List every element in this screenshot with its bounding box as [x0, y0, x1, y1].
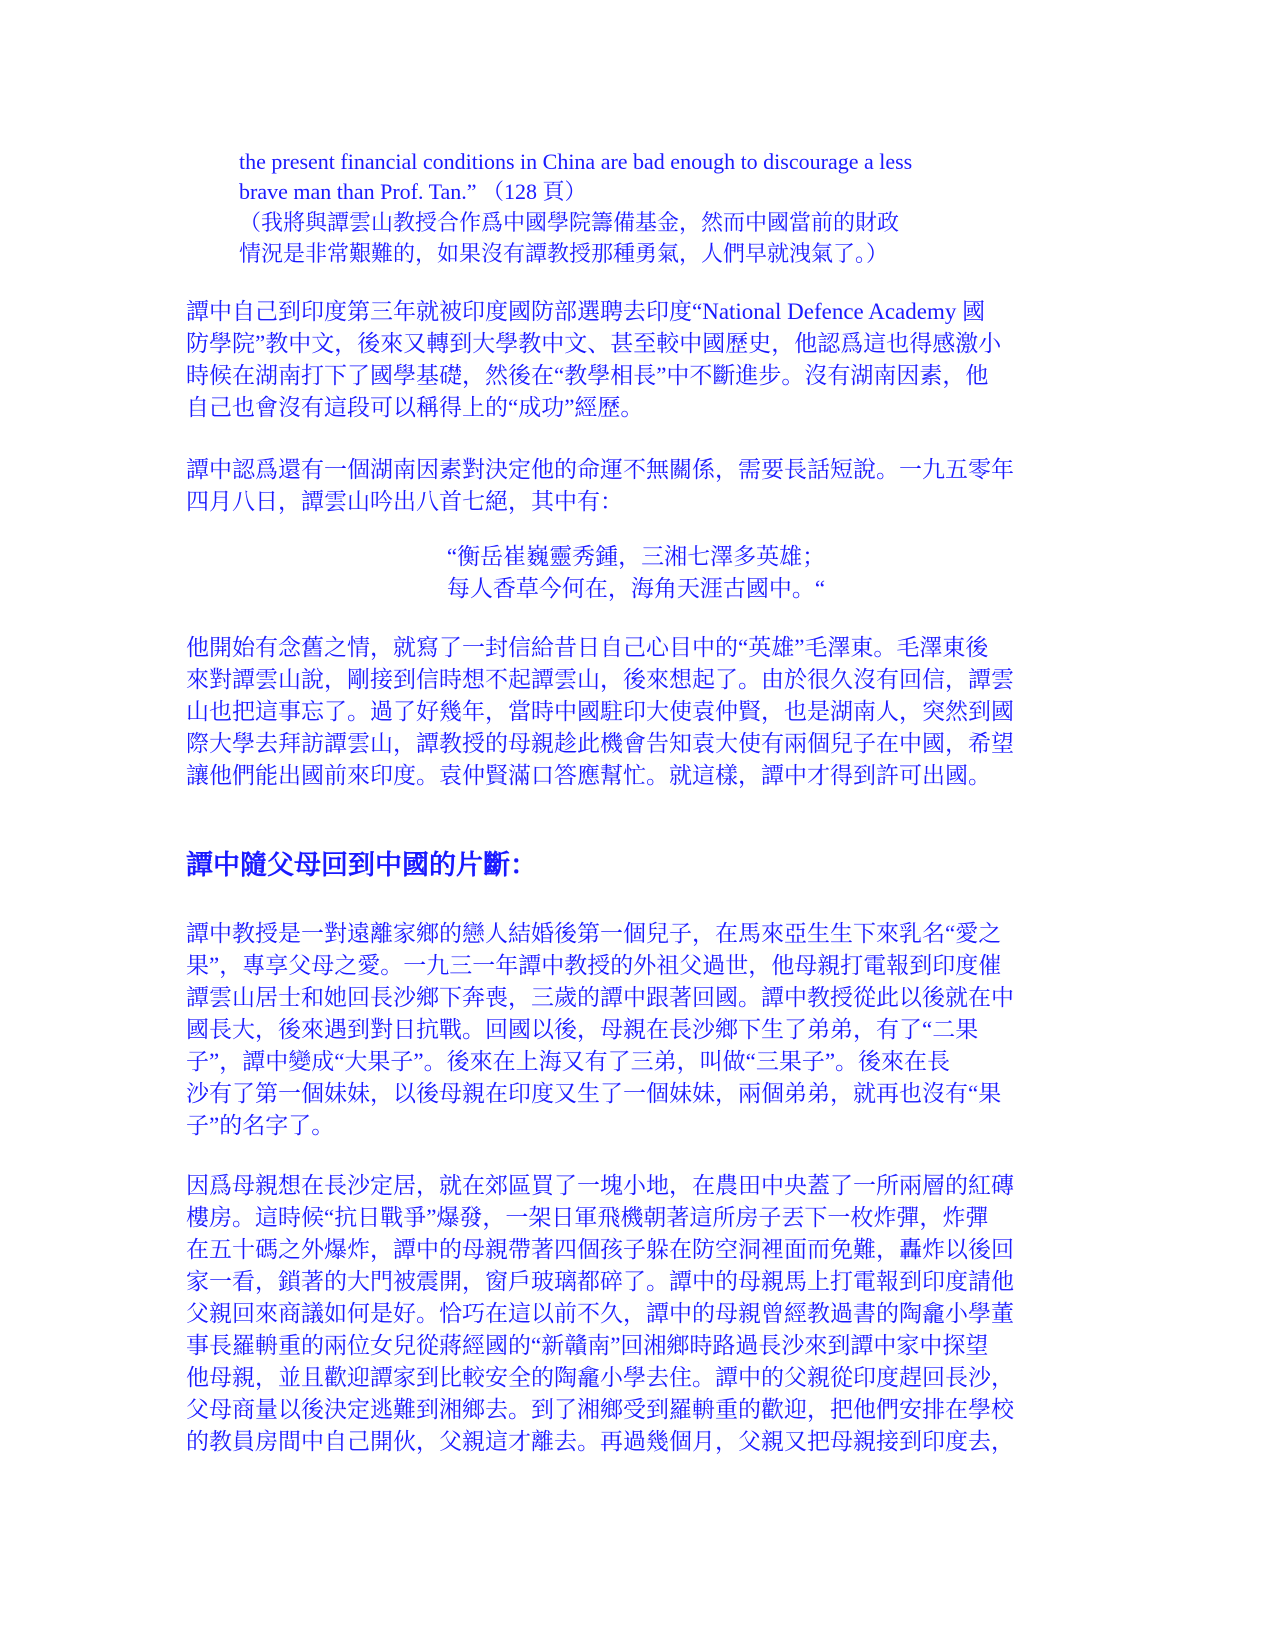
paragraph-line: 樓房。這時候“抗日戰爭”爆發，一架日軍飛機朝著這所房子丟下一枚炸彈，炸彈 [186, 1205, 989, 1230]
paragraph-line: 父母商量以後決定逃難到湘鄉去。到了湘鄉受到羅輈重的歡迎，把他們安排在學校 [186, 1397, 1014, 1422]
paragraph-4 [186, 918, 1086, 1142]
quote-translation-line: （我將與譚雲山教授合作爲中國學院籌備基金，然而中國當前的財政 [239, 210, 900, 235]
paragraph-line: 父親回來商議如何是好。恰巧在這以前不久，譚中的母親曾經教過書的陶龕小學董 [186, 1301, 1014, 1326]
paragraph-line: 譚中認爲還有一個湖南因素對決定他的命運不無關係，需要長話短說。一九五零年 [186, 457, 1014, 482]
paragraph-line: 來對譚雲山說，剛接到信時想不起譚雲山，後來想起了。由於很久沒有回信，譚雲 [186, 667, 1014, 692]
paragraph-5 [186, 1170, 1086, 1458]
paragraph-line: 譚雲山居士和她回長沙鄉下奔喪，三歲的譚中跟著回國。譚中教授從此以後就在中 [186, 985, 1014, 1010]
paragraph-line: 在五十碼之外爆炸，譚中的母親帶著四個孩子躲在防空洞裡面而免難，轟炸以後回 [186, 1237, 1014, 1262]
paragraph-line: 他母親，並且歡迎譚家到比較安全的陶龕小學去住。譚中的父親從印度趕回長沙， [186, 1365, 1014, 1390]
paragraph-line: 家一看，鎖著的大門被震開，窗戶玻璃都碎了。譚中的母親馬上打電報到印度請他 [186, 1269, 1014, 1294]
english-quote-block [239, 147, 1039, 269]
paragraph-2 [186, 454, 1086, 518]
paragraph-line: 四月八日，譚雲山吟出八首七絕，其中有： [186, 489, 623, 514]
paragraph-line: 際大學去拜訪譚雲山，譚教授的母親趁此機會告知袁大使有兩個兒子在中國，希望 [186, 731, 1014, 756]
poem-line: “衡岳崔巍靈秀鍾，三湘七澤多英雄； [446, 544, 826, 569]
poem-block [186, 541, 1086, 605]
paragraph-line: 的教員房間中自己開伙，父親這才離去。再過幾個月，父親又把母親接到印度去， [186, 1429, 1014, 1454]
paragraph-line: 他開始有念舊之情，就寫了一封信給昔日自己心目中的“英雄”毛澤東。毛澤東後 [186, 635, 989, 660]
paragraph-3 [186, 632, 1086, 792]
paragraph-line: 果”，專享父母之愛。一九三一年譚中教授的外祖父過世，他母親打電報到印度催 [186, 953, 1002, 978]
paragraph-line: 防學院”教中文，後來又轉到大學教中文、甚至較中國歷史，他認爲這也得感激小 [186, 331, 1002, 356]
paragraph-line: 譚中自己到印度第三年就被印度國防部選聘去印度“National Defence Academy 國 [186, 299, 986, 324]
paragraph-1 [186, 296, 1086, 424]
paragraph-line: 山也把這事忘了。過了好幾年，當時中國駐印大使袁仲賢，也是湖南人，突然到國 [186, 699, 1014, 724]
paragraph-line: 子”的名字了。 [186, 1113, 335, 1138]
quote-line: brave man than Prof. Tan.” （128 頁） [239, 179, 587, 204]
section-heading: 譚中隨父母回到中國的片斷： [186, 850, 537, 880]
quote-line: the present financial conditions in China are bad enough to discourage a less [239, 149, 913, 174]
paragraph-line: 譚中教授是一對遠離家鄉的戀人結婚後第一個兒子，在馬來亞生生下來乳名“愛之 [186, 921, 1002, 946]
paragraph-line: 讓他們能出國前來印度。袁仲賢滿口答應幫忙。就這樣，譚中才得到許可出國。 [186, 763, 991, 788]
paragraph-line: 子”，譚中變成“大果子”。後來在上海又有了三弟，叫做“三果子”。後來在長 [186, 1049, 951, 1074]
paragraph-line: 因爲母親想在長沙定居，就在郊區買了一塊小地，在農田中央蓋了一所兩層的紅磚 [186, 1173, 1014, 1198]
paragraph-line: 事長羅輈重的兩位女兒從蔣經國的“新贛南”回湘鄉時路過長沙來到譚中家中探望 [186, 1333, 989, 1358]
poem-line: 每人香草今何在，海角天涯古國中。“ [446, 576, 826, 601]
paragraph-line: 自己也會沒有這段可以稱得上的“成功”經歷。 [186, 395, 644, 420]
paragraph-line: 時候在湖南打下了國學基礎，然後在“教學相長”中不斷進步。沒有湖南因素，他 [186, 363, 989, 388]
paragraph-line: 沙有了第一個妹妹，以後母親在印度又生了一個妹妹，兩個弟弟，就再也沒有“果 [186, 1081, 1002, 1106]
paragraph-line: 國長大，後來遇到對日抗戰。回國以後，母親在長沙鄉下生了弟弟，有了“二果 [186, 1017, 979, 1042]
quote-translation-line: 情況是非常艱難的，如果沒有譚教授那種勇氣，人們早就洩氣了。） [239, 241, 889, 266]
